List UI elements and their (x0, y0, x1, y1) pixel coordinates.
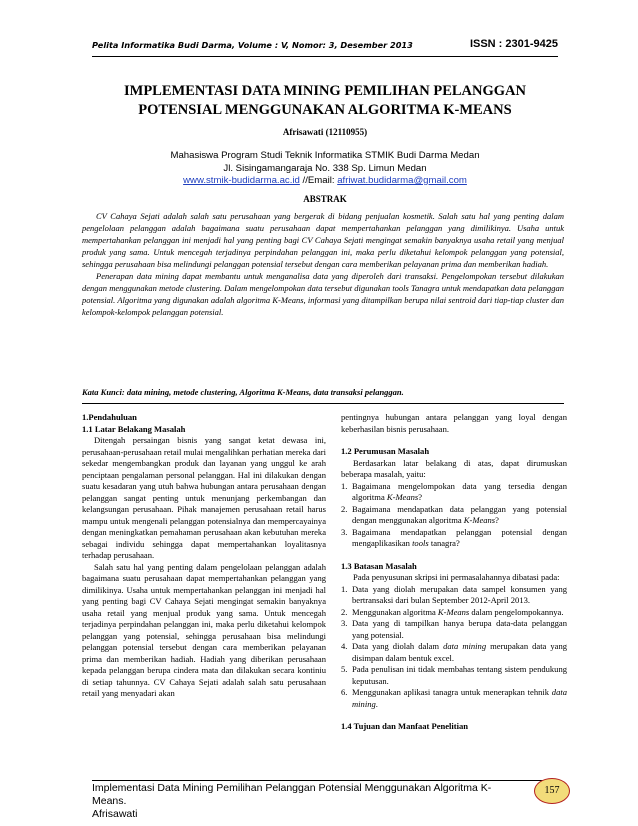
problem-list (341, 481, 567, 550)
subsection-heading-1-1: 1.1 Latar Belakang Masalah (82, 423, 186, 434)
subsection-heading-1-2: 1.2 Perumusan Masalah (341, 446, 430, 456)
right-column (341, 412, 567, 733)
list-item (341, 481, 567, 504)
list-item-text: Menggunakan aplikasi tanagra untuk menerapkan tehnik data mining. (352, 687, 567, 709)
list-item-text: Data yang di tampilkan hanya berupa data-data pelanggan yang potensial. (352, 618, 567, 640)
subsection-heading-1-4: 1.4 Tujuan dan Manfaat Penelitian (341, 721, 469, 731)
list-item-text: Bagaimana mendapatkan pelanggan potensial dengan mengaplikasikan tools tanagra? (352, 526, 567, 548)
author: Afrisawati (12110955) (282, 127, 368, 137)
left-column (82, 412, 326, 700)
list-item-text: Bagaimana mendapatkan data pelanggan yang potensial dengan menggunakan algoritma K-Means? (352, 503, 567, 525)
paragraph-1-3: Pada penyusunan skripsi ini permasalahannya dibatasi pada: (353, 572, 560, 582)
affiliation (92, 150, 558, 188)
list-item-number: 2. (341, 606, 348, 617)
page-number-badge: 157 (534, 778, 570, 804)
email-link[interactable]: afriwat.budidarma@gmail.com (337, 175, 467, 186)
paragraph-2: Salah satu hal yang penting dalam pengelolaan pelanggan adalah bagaimana suatu perusahaan dapat mempertahankan pelanggan yang dimilikinya. Usaha untuk mempertahankan pelanggan ini menjadi hal yang penting bagi CV Cahaya Sejati mengingat semakin banyaknya usaha retail yang menjual produk yang sama. Untuk mencegah terjadinya perpindahan pelanggan ini, maka perlu diketahui kelompok pelanggan yang potensial, sehingga perusahaan bisa melindungi pelanggan potensial tersebut dengan cara memberikan pelayanan prima dan memberikan hadiah. Hadiah yang diberikan perusahaan kepada pelanggan berupa cindera mata dan dilakukan secara kontiniu di setiap tahunnya. CV Cahaya Sejati adalah salah satu perusahaan retail yang menyadari akan (82, 561, 326, 698)
limitation-list (341, 584, 567, 711)
list-item-number: 6. (341, 687, 348, 697)
affiliation-line-2: Jl. Sisingamangaraja No. 338 Sp. Limun Medan (223, 162, 427, 174)
list-item-number: 2. (341, 503, 348, 514)
footer-title-line-2: Means. (92, 795, 127, 807)
keywords: Kata Kunci: data mining, metode clustering, Algoritma K-Means, data transaksi pelanggan. (82, 387, 564, 404)
list-item-number: 3. (341, 618, 348, 628)
list-item-text: Bagaimana mengelompokan data yang tersedia dengan algoritma K-Means? (352, 480, 567, 502)
list-item (341, 527, 567, 550)
list-item-text: Menggunakan algoritma K-Means dalam pengelompokannya. (352, 606, 564, 617)
website-link[interactable]: www.stmik-budidarma.ac.id (183, 175, 300, 186)
footer-title-line-1: Implementasi Data Mining Pemilihan Pelanggan Potensial Menggunakan Algoritma K- (92, 782, 492, 794)
journal-citation: Pelita Informatika Budi Darma, Volume : V, Nomor: 3, Desember 2013 (92, 40, 413, 50)
running-header (92, 38, 558, 57)
list-item-number: 4. (341, 641, 348, 651)
list-item (341, 664, 567, 687)
footer-author: Afrisawati (92, 808, 138, 820)
title-line-2: POTENSIAL MENGGUNAKAN ALGORITMA K-MEANS (138, 102, 512, 118)
abstract-paragraph-2: Penerapan data mining dapat membantu untuk menganalisa data yang diperoleh dari transaksi. Pengelompokan tersebut dilakukan dengan menggunakan metode clustering. Dalam mengelompokan data tersebut digunakan tools Tanagra untuk mendapatkan data pelanggan potensial. Algoritma yang digunakan adalah algoritma K-Means, informasi yang ditampilkan berupa nilai sentroid dari tiap-tiap cluster dan kelompok-kelompok pelanggan potensial. (82, 271, 564, 317)
list-item-text: Data yang diolah dalam data mining merupakan data yang disimpan dalam bentuk excel. (352, 641, 567, 663)
email-label: //Email: (299, 175, 338, 186)
footer-text (92, 782, 542, 821)
paragraph-1: Ditengah persaingan bisnis yang sangat ketat dewasa ini, perusahaan-perusahaan retail mulai mengalihkan perhatian mereka dari sekedar mengembangkan produk dan layanan yang unggul ke arah penciptaan pengalaman personal pelanggan. Hal ini dilakukan dengan suatu kesadaran yang utuh bahwa hubungan antara perusahaan dengan pelanggan sangat penting untuk menunjang perkembangan dan kelangsungan perusahaan. Pihak manajemen perusahaan retail harus mampu untuk mengenali pelanggan potensialnya dan mempercayainya dengan meningkatkan pemahaman perusahaan akan kebutuhan mereka sebagai individu sehingga dapat mempertahankan loyalitasnya terhadap perusahaan. (82, 435, 326, 560)
abstract-paragraph-1: CV Cahaya Sejati adalah salah satu perusahaan yang bergerak di bidang penjualan kosmetik. Salah satu hal yang penting dalam pengelolaan pelanggan adalah bagaimana suatu perusahaan dapat mempertahankan pelanggan yang dimilikinya. Usaha untuk mempertahankan pelanggan ini menjadi hal yang penting bagi CV Cahaya Sejati mengingat semakin banyaknya usaha retail yang menjual produk yang sama. Untuk mencegah terjadinya perpindahan pelanggan ini, maka perlu diketahui kelompok pelanggan yang potensial, sehingga perusahaan bisa melindungi pelanggan potensial tersebut dengan cara memberikan pelayanan prima dan memberikan hadiah. (82, 211, 564, 269)
list-item (341, 641, 567, 664)
list-item-number: 1. (341, 583, 348, 594)
list-item-number: 1. (341, 480, 348, 491)
list-item-number: 3. (341, 526, 348, 537)
paragraph-1-2: Berdasarkan latar belakang di atas, dapat dirumuskan beberapa masalah, yaitu: (341, 457, 567, 479)
list-item-text: Data yang diolah merupakan data sampel konsumen yang bertransaksi dari bulan September 2012-April 2013. (352, 583, 567, 605)
affiliation-line-1: Mahasiswa Program Studi Teknik Informatika STMIK Budi Darma Medan (170, 150, 480, 161)
abstract (82, 210, 564, 318)
title-line-1: IMPLEMENTASI DATA MINING PEMILIHAN PELANGGAN (124, 83, 526, 99)
list-item (341, 687, 567, 710)
issn-label: ISSN : 2301-9425 (469, 38, 558, 50)
paragraph-continued: pentingnya hubungan antara pelanggan yang loyal dengan keberhasilan bisnis perusahaan. (341, 412, 567, 434)
section-heading-1: 1.Pendahuluan (82, 412, 137, 422)
list-item (341, 504, 567, 527)
list-item-number: 5. (341, 664, 348, 674)
abstract-heading: ABSTRAK (303, 194, 347, 204)
list-item (341, 584, 567, 607)
paper-title (92, 82, 558, 120)
list-item-text: Pada penulisan ini tidak membahas tentang sistem pendukung keputusan. (352, 664, 567, 686)
list-item (341, 607, 567, 619)
list-item (341, 618, 567, 641)
running-footer (92, 780, 558, 821)
subsection-heading-1-3: 1.3 Batasan Masalah (341, 560, 417, 571)
affiliation-contact (92, 175, 558, 188)
